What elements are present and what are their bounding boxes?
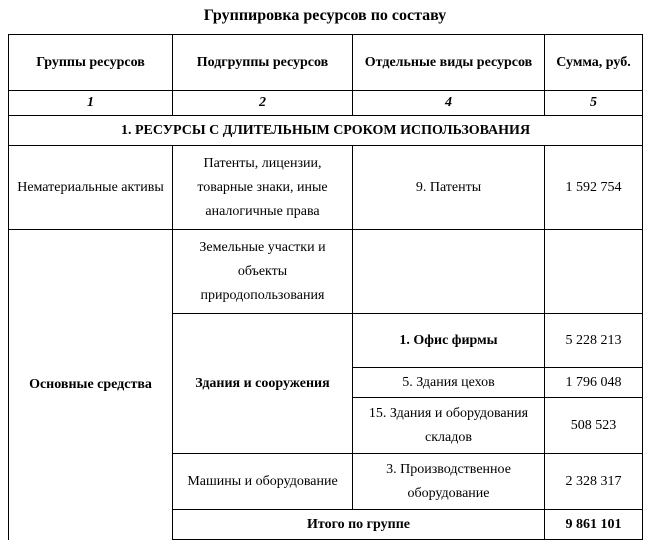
document-title: Группировка ресурсов по составу — [203, 7, 447, 24]
total-sum: 9 861 101 — [545, 510, 643, 540]
item-cell: 1. Офис фирмы — [353, 314, 545, 368]
subgroup-cell: Машины и оборудование — [173, 454, 353, 510]
sum-cell: 508 523 — [545, 398, 643, 454]
header-groups: Группы ресурсов — [9, 35, 173, 91]
item-cell: 15. Здания и оборудования складов — [353, 398, 545, 454]
group-cell: Основные средства — [9, 230, 173, 540]
sum-cell: 2 328 317 — [545, 454, 643, 510]
sum-cell: 1 796 048 — [545, 368, 643, 398]
header-items: Отдельные виды ресурсов — [353, 35, 545, 91]
subgroup-cell: Здания и сооружения — [173, 314, 353, 454]
header-sum: Сумма, руб. — [545, 35, 643, 91]
sum-cell: 5 228 213 — [545, 314, 643, 368]
column-number-4: 4 — [353, 91, 545, 116]
subgroup-cell: Патенты, лицензии, товарные знаки, иные аналогичные права — [173, 146, 353, 230]
subgroup-cell: Земельные участки и объекты природопользования — [173, 230, 353, 314]
item-cell — [353, 230, 545, 314]
total-label: Итого по группе — [173, 510, 545, 540]
column-numbers-row — [9, 91, 643, 116]
header-row — [9, 35, 643, 91]
item-cell: 3. Производственное оборудование — [353, 454, 545, 510]
section-row — [9, 116, 643, 146]
resource-table — [8, 34, 643, 540]
sum-cell — [545, 230, 643, 314]
sum-cell: 1 592 754 — [545, 146, 643, 230]
column-number-2: 2 — [173, 91, 353, 116]
table-row — [9, 146, 643, 230]
item-cell: 5. Здания цехов — [353, 368, 545, 398]
header-subgroups: Подгруппы ресурсов — [173, 35, 353, 91]
group-cell: Нематериальные активы — [9, 146, 173, 230]
column-number-5: 5 — [545, 91, 643, 116]
table-row — [9, 230, 643, 314]
item-cell: 9. Патенты — [353, 146, 545, 230]
column-number-1: 1 — [9, 91, 173, 116]
section-title: 1. РЕСУРСЫ С ДЛИТЕЛЬНЫМ СРОКОМ ИСПОЛЬЗОВАНИЯ — [9, 116, 643, 146]
